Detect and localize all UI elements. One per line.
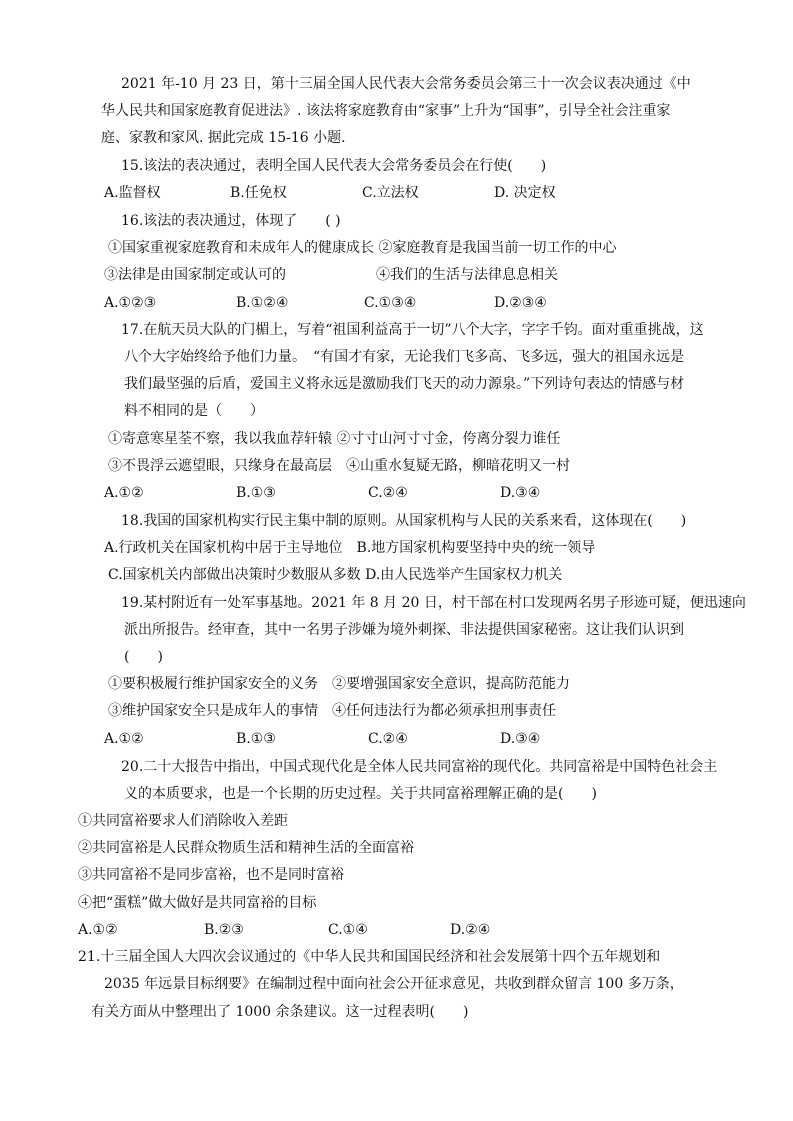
q19-statements-1-2: ①要积极履行维护国家安全的义务 ②要增强国家安全意识，提高防范能力 (108, 676, 570, 692)
q17-line-1: 17.在航天员大队的门楣上，写着“祖国利益高于一切”八个大字，字字千钧。面对重重挑战，这 (121, 322, 704, 338)
q20-statement-1: ①共同富裕要求人们消除收入差距 (78, 813, 288, 829)
q16-option-d: D.②③④ (494, 295, 547, 311)
q17-statements-3-4: ③不畏浮云遮望眼，只缘身在最高层 ④山重水复疑无路，柳暗花明又一村 (108, 458, 570, 474)
q20-line-1: 20.二十大报告中指出，中国式现代化是全体人民共同富裕的现代化。共同富裕是中国特色社会主 (121, 759, 718, 775)
q20-statement-4: ④把“蛋糕”做大做好是共同富裕的目标 (78, 895, 317, 911)
q15-option-b: B.任免权 (230, 185, 287, 201)
q20-statement-2: ②共同富裕是人民群众物质生活和精神生活的全面富裕 (78, 840, 414, 856)
q17-option-d: D.③④ (500, 485, 541, 501)
q20-line-2: 义的本质要求，也是一个长期的历史过程。关于共同富裕理解正确的是( ) (124, 786, 597, 802)
q17-line-4: 料不相同的是（ ） (124, 403, 264, 419)
q17-line-2: 八个大字始终给予他们力量。 “有国才有家，无论我们飞多高、飞多远，强大的祖国永远是 (124, 349, 685, 365)
q21-line-1: 21.十三届全国人大四次会议通过的《中华人民共和国国民经济和社会发展第十四个五年规划和 (78, 949, 661, 965)
q19-line-3: ( ) (124, 649, 163, 665)
q20-option-d: D.②④ (450, 922, 491, 938)
q20-option-b: B.②③ (204, 922, 244, 938)
q17-option-c: C.②④ (368, 485, 408, 501)
q15-stem: 15.该法的表决通过，表明全国人民代表大会常务委员会在行使( ) (121, 158, 547, 174)
q16-statements-1-2: ①国家重视家庭教育和未成年人的健康成长 ②家庭教育是我国当前一切工作的中心 (108, 240, 617, 256)
q19-option-b: B.①③ (236, 731, 276, 747)
q15-option-a: A.监督权 (104, 185, 161, 201)
q18-options-a-b: A.行政机关在国家机构中居于主导地位 B.地方国家机构要坚持中央的统一领导 (104, 540, 596, 556)
q20-statement-3: ③共同富裕不是同步富裕，也不是同时富裕 (78, 867, 344, 883)
q18-stem: 18.我国的国家机构实行民主集中制的原则。从国家机构与人民的关系来看，这体现在( ) (121, 513, 687, 529)
q18-options-c-d: C.国家机关内部做出决策时少数服从多数 D.由人民选举产生国家权力机关 (108, 567, 563, 583)
q19-option-c: C.②④ (368, 731, 408, 747)
q19-line-2: 派出所报告。经审查，其中一名男子涉嫌为境外刺探、非法提供国家秘密。这让我们认识到 (124, 622, 684, 638)
q20-option-c: C.①④ (328, 922, 368, 938)
intro-line-3: 庭、家教和家风. 据此完成 15-16 小题. (101, 130, 346, 146)
q15-option-d: D. 决定权 (494, 185, 556, 201)
q19-option-a: A.①② (104, 731, 144, 747)
intro-line-2: 华人民共和国家庭教育促进法》. 该法将家庭教育由“家事”上升为“国事”，引导全社会注重家 (101, 103, 671, 119)
q16-stem: 16.该法的表决通过，体现了 ( ) (121, 213, 341, 229)
q16-option-b: B.①②④ (236, 295, 289, 311)
q16-option-c: C.①③④ (364, 295, 417, 311)
q17-statements-1-2: ①寄意寒星荃不察，我以我血荐轩辕 ②寸寸山河寸寸金，侉离分裂力谁任 (108, 431, 561, 447)
q17-option-a: A.①② (104, 485, 144, 501)
q21-line-2: 2035 年远景目标纲要》在编制过程中面向社会公开征求意见，共收到群众留言 100 多万条， (104, 976, 684, 992)
q15-option-c: C.立法权 (362, 185, 419, 201)
q21-line-3: 有关方面从中整理出了 1000 余条建议。这一过程表明( ) (91, 1004, 469, 1020)
q19-statements-3-4: ③维护国家安全只是成年人的事情 ④任何违法行为都必须承担刑事责任 (108, 703, 556, 719)
q19-line-1: 19.某村附近有一处军事基地。2021 年 8 月 20 日，村干部在村口发现两名男子形迹可疑，便迅速向 (121, 595, 746, 611)
q19-option-d: D.③④ (500, 731, 541, 747)
q17-option-b: B.①③ (236, 485, 276, 501)
q17-line-3: 我们最坚强的后盾，爱国主义将永远是激励我们飞天的动力源泉。”下列诗句表达的情感与材 (124, 376, 685, 392)
intro-line-1: 2021 年-10 月 23 日，第十三届全国人民代表大会常务委员会第三十一次会议表决通过《中 (121, 76, 691, 92)
q16-option-a: A.①②③ (104, 295, 157, 311)
q16-statement-3: ③法律是由国家制定或认可的 (104, 267, 286, 283)
q20-option-a: A.①② (78, 922, 118, 938)
q16-statement-4: ④我们的生活与法律息息相关 (376, 267, 558, 283)
